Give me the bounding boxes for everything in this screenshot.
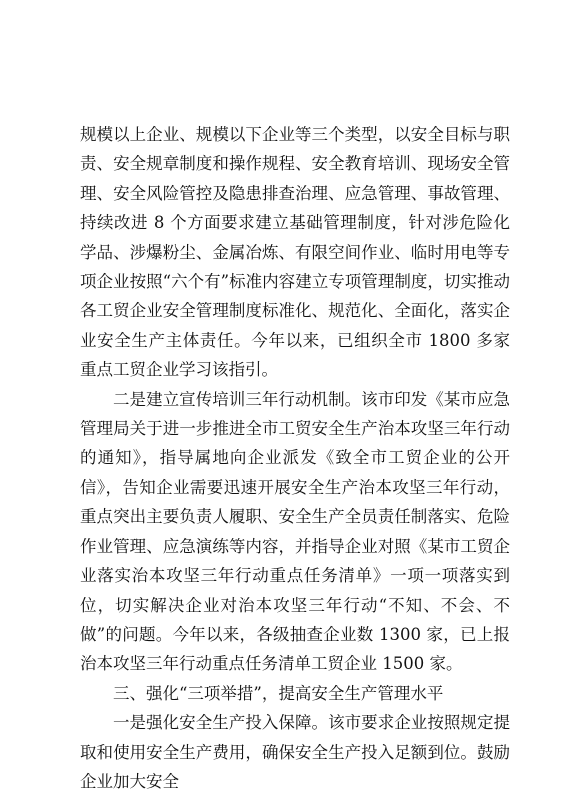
section-heading-three-measures: 三、强化“三项举措”，提高安全生产管理水平 [113, 683, 444, 703]
paragraph-safety-investment: 一是强化安全生产投入保障。该市要求企业按照规定提取和使用安全生产费用，确保安全生产投入足额到位。鼓励企业加大安全 [80, 713, 510, 791]
paragraph-management-system: 规模以上企业、规模以下企业等三个类型，以安全目标与职责、安全规章制度和操作规程、安全教育培训、现场安全管理、安全风险管控及隐患排查治理、应急管理、事故管理、持续改进 8 个方面要求建立基础管理制度，针对涉危险化学品、涉爆粉尘、金属冶炼、有限空间作业、临时用电等专项企业按照“六个有”标准内容建立专项管理制度，切实推动各工贸企业安全管理制度标准化、规范化、全面化，落实企业安全生产主体责任。今年以来，已组织全市 1800 多家重点工贸企业学习该指引。 [80, 125, 510, 380]
document-body [80, 120, 510, 796]
paragraph-training-mechanism: 二是建立宣传培训三年行动机制。该市印发《某市应急管理局关于进一步推进全市工贸安全生产治本攻坚三年行动的通知》，指导属地向企业派发《致全市工贸企业的公开信》，告知企业需要迅速开展安全生产治本攻坚三年行动，重点突出主要负责人履职、安全生产全员责任制落实、危险作业管理、应急演练等内容，并指导企业对照《某市工贸企业落实治本攻坚三年行动重点任务清单》一项一项落实到位，切实解决企业对治本攻坚三年行动“不知、不会、不做”的问题。今年以来，各级抽查企业数 1300 家，已上报治本攻坚三年行动重点任务清单工贸企业 1500 家。 [80, 389, 510, 674]
